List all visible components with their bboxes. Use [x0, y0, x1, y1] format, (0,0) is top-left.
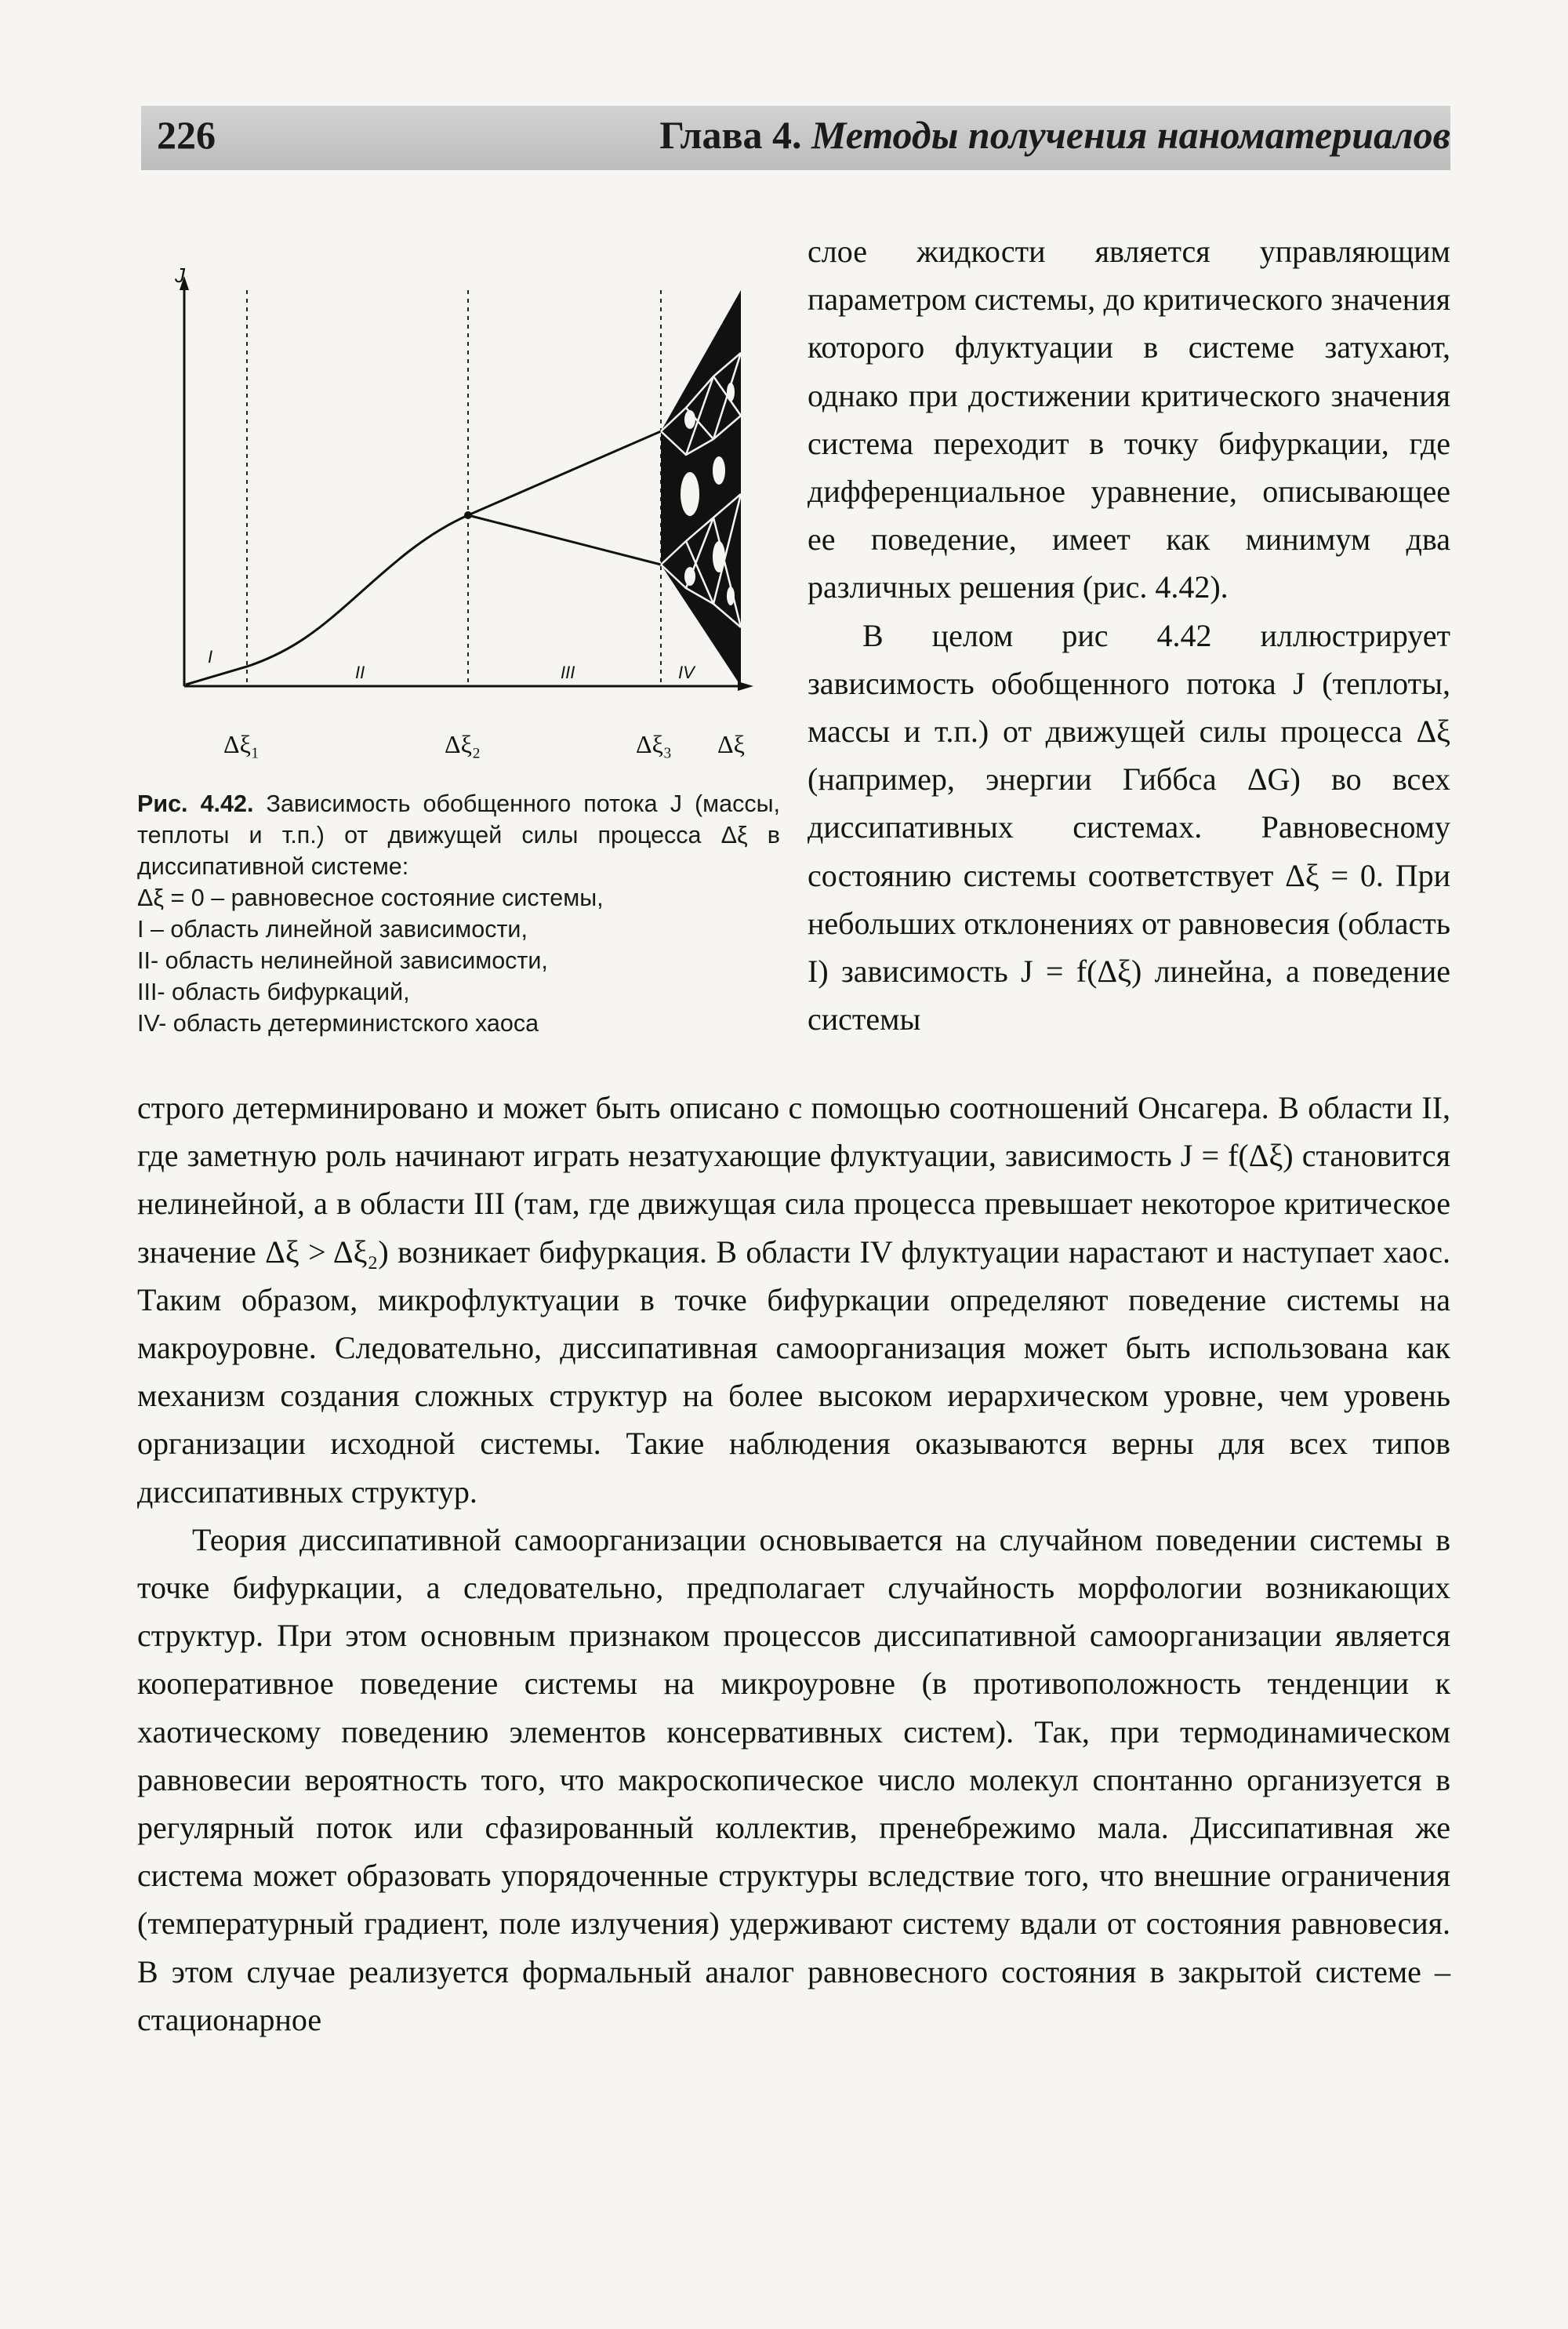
region-label-1: I: [208, 647, 213, 667]
x-tick-label-1: Δξ₁: [223, 730, 260, 758]
body-text-column: [808, 227, 1450, 1043]
caption-line: IV- область детерминистского хаоса: [137, 1010, 539, 1037]
chaos-region: [661, 290, 741, 686]
body-paragraph: строго детерминировано и может быть описано с помощью соотношений Онсагера. В области II, где заметную роль начинают играть незатухающие флуктуации, зависимость J = f(Δξ) становится нелинейной, а в области III (там, где движущая сила процесса превышает некоторое критическое значение Δξ > Δξ₂) возникает бифуркация. В области IV флуктуации нарастают и наступает хаос. Таким образом, микрофлуктуации в точке бифуркации определяют поведение системы на макроуровне. Следовательно, диссипативная самоорганизация может быть использована как механизм создания сложных структур на более высоком иерархическом уровне, чем уровень организации исходной системы. Такие наблюдения оказываются верны для всех типов диссипативных структур.: [137, 1090, 1450, 1510]
region-label-2: II: [355, 663, 365, 682]
caption-title: Зависимость обобщенного потока J (массы, теплоты и т.п.) от движущей силы процесса Δξ в диссипативной системе:: [137, 790, 780, 880]
region-label-4: IV: [678, 663, 695, 682]
region-label-3: III: [561, 663, 575, 682]
bifurcation-branches: [468, 431, 661, 565]
caption-line: Δξ = 0 – равновесное состояние системы,: [137, 885, 604, 911]
body-paragraph: слое жидкости является управляющим параметром системы, до критического значения которого флуктуации в системе затухают, однако при достижении критического значения система переходит в точку бифуркации, где дифференциальное уравнение, описывающее ее поведение, имеет как минимум два различных решения (рис. 4.42).: [808, 234, 1450, 605]
caption-line: II- область нелинейной зависимости,: [137, 947, 548, 974]
chapter-label: Глава 4.: [659, 113, 802, 157]
caption-label: Рис. 4.42.: [137, 790, 254, 817]
x-tick-label-2: Δξ₂: [445, 730, 481, 758]
figure-4-42: [137, 259, 780, 761]
body-paragraph: Теория диссипативной самоорганизации основывается на случайном поведении системы в точке бифуркации, а следовательно, предполагает случайность морфологии возникающих структур. При этом основным признаком процессов диссипативной самоорганизации является кооперативное поведение системы на микроуровне (в противоположность тенденции к хаотическому поведению элементов консервативных систем). Так, при термодинамическом равновесии вероятность того, что макроскопическое число молекул спонтанно организуется в регулярный поток или сфазированный коллектив, пренебрежимо мала. Диссипативная же система может образовать упорядоченные структуры вследствие того, что внешние ограничения (температурный градиент, поле излучения) удерживают систему вдали от состояния равновесия. В этом случае реализуется формальный аналог равновесного состояния в закрытой системе – стационарное: [137, 1521, 1450, 2037]
body-paragraph: В целом рис 4.42 иллюстрирует зависимость обобщенного потока J (теплоты, массы и т.п.) от движущей силы процесса Δξ (например, энергии Гиббса ΔG) во всех диссипативных системах. Равновесному состоянию системы соответствует Δξ = 0. При небольших отклонениях от равновесия (область I) зависимость J = f(Δξ) линейна, а поведение системы: [808, 617, 1450, 1037]
body-text-full-width: [137, 1084, 1450, 2044]
y-axis-label: J: [175, 263, 185, 287]
figure-caption: [137, 788, 780, 1039]
x-tick-label-3: Δξ₃: [636, 730, 672, 758]
bifurcation-diagram: [137, 259, 780, 761]
caption-line: I – область линейной зависимости,: [137, 916, 528, 943]
chapter-title: Методы получения наноматериалов: [811, 113, 1450, 157]
bifurcation-point: [464, 511, 472, 519]
flux-curve: [186, 515, 468, 685]
page-number: 226: [157, 113, 216, 157]
x-tick-label-4: Δξ: [717, 730, 745, 758]
caption-title-block: [137, 788, 780, 882]
caption-line: III- область бифуркаций,: [137, 979, 410, 1005]
running-title: [659, 112, 1450, 158]
